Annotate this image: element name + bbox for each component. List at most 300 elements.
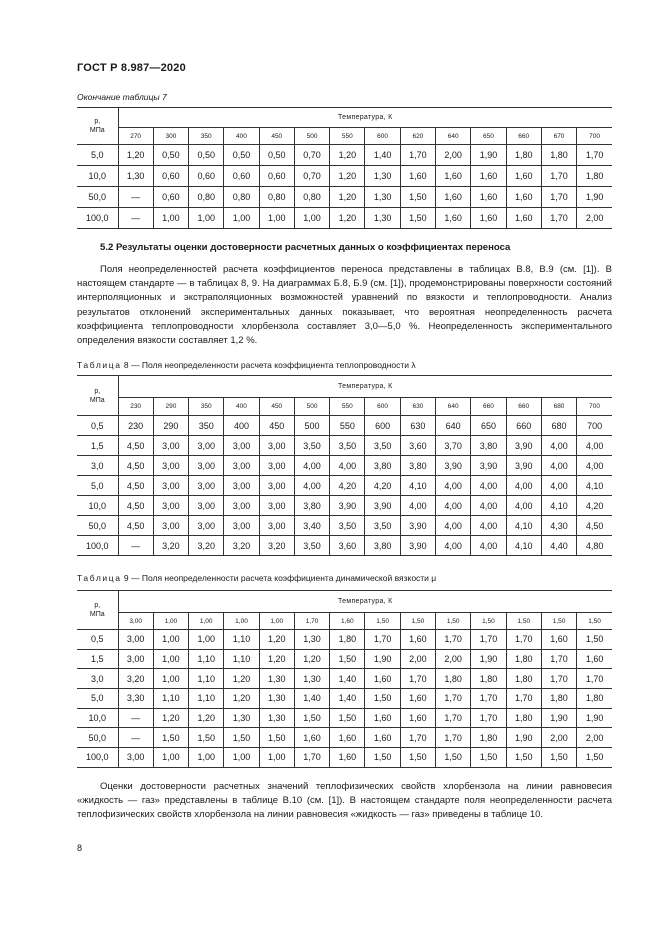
table-cell: 1,70 xyxy=(436,689,471,709)
table-cell: 1,80 xyxy=(471,669,506,689)
table-cell: 1,70 xyxy=(436,708,471,728)
table-cell: 2,00 xyxy=(436,145,471,166)
temperature-value: 450 xyxy=(259,398,294,416)
table-cell: 4,50 xyxy=(577,516,612,536)
table-cell: 1,60 xyxy=(506,187,541,208)
table-cell: 3,60 xyxy=(330,536,365,556)
table-cell: 0,80 xyxy=(224,187,259,208)
table-cell: 450 xyxy=(259,416,294,436)
table-cell: 1,20 xyxy=(294,649,329,669)
table-cell: 1,80 xyxy=(541,145,576,166)
table-cell: 2,00 xyxy=(436,649,471,669)
table-cell: 1,60 xyxy=(541,630,576,650)
table-cell: 4,00 xyxy=(541,476,576,496)
table-row xyxy=(77,496,612,516)
temperature-value: 700 xyxy=(577,128,612,145)
table-cell: 3,00 xyxy=(224,436,259,456)
table-cell: 3,00 xyxy=(259,436,294,456)
table-cell: 3,80 xyxy=(365,536,400,556)
table-cell: 1,30 xyxy=(259,708,294,728)
table-cell: 1,60 xyxy=(400,166,435,187)
table-cell: 1,60 xyxy=(400,689,435,709)
table-9 xyxy=(77,590,612,768)
pressure-value: 5,0 xyxy=(77,689,118,709)
table-cell: 1,50 xyxy=(471,748,506,768)
table-cell: 3,00 xyxy=(153,516,188,536)
table-row xyxy=(77,630,612,650)
temperature-value: 1,00 xyxy=(224,613,259,630)
table-cell: 1,60 xyxy=(471,208,506,229)
table-cell: 1,00 xyxy=(189,630,224,650)
table-cell: 3,90 xyxy=(330,496,365,516)
temperature-value: 550 xyxy=(330,398,365,416)
table-cell: 1,40 xyxy=(330,689,365,709)
table-cell: 3,90 xyxy=(506,436,541,456)
table-cell: 4,40 xyxy=(541,536,576,556)
table-row xyxy=(77,669,612,689)
table-cell: 0,60 xyxy=(153,187,188,208)
table-cell: 1,20 xyxy=(259,630,294,650)
pressure-unit: МПа xyxy=(89,611,105,618)
table-cell: 3,00 xyxy=(189,456,224,476)
table-cell: 1,50 xyxy=(365,748,400,768)
table-cell: 1,70 xyxy=(436,630,471,650)
table-cell: 4,30 xyxy=(541,516,576,536)
temperature-value: 1,50 xyxy=(471,613,506,630)
table-cell: 1,50 xyxy=(153,728,188,748)
table-cell: — xyxy=(118,536,153,556)
table-cell: 1,10 xyxy=(153,689,188,709)
temperature-value: 3,00 xyxy=(118,613,153,630)
table-cell: 4,00 xyxy=(330,456,365,476)
table-cell: 1,70 xyxy=(506,689,541,709)
final-paragraph: Оценки достоверности расчетных значений теплофизических свойств хлорбензола на линии равновесия «жидкость — газ» представлены в таблице В.10 (см. [1]). В настоящем стандарте поля неопределенности расчета теплофизических свойств хлорбензола на линии равновесия «жидкость — газ» приведены в таблице 10. xyxy=(77,781,612,821)
temperature-value: 1,00 xyxy=(189,613,224,630)
table-cell: 1,90 xyxy=(541,708,576,728)
table-cell: 630 xyxy=(400,416,435,436)
table-cell: 4,00 xyxy=(541,436,576,456)
table-cell: 1,60 xyxy=(400,630,435,650)
table-cell: 4,10 xyxy=(400,476,435,496)
table-cell: 4,50 xyxy=(118,456,153,476)
temperature-header: Температура, К xyxy=(118,591,612,613)
table-row xyxy=(77,708,612,728)
table-cell: 1,20 xyxy=(330,187,365,208)
pressure-symbol: p, xyxy=(94,602,101,609)
table-cell: 1,60 xyxy=(436,187,471,208)
table-cell: 1,30 xyxy=(294,669,329,689)
table-cell: 3,90 xyxy=(400,536,435,556)
table-cell: 3,00 xyxy=(224,456,259,476)
table-cell: 3,80 xyxy=(400,456,435,476)
table-cell: 4,00 xyxy=(471,496,506,516)
table-cell: 3,00 xyxy=(224,516,259,536)
temperature-value: 450 xyxy=(259,128,294,145)
temperature-value: 650 xyxy=(471,128,506,145)
table7-caption: Окончание таблицы 7 xyxy=(77,92,167,102)
table8-caption-word: Таблица xyxy=(77,360,122,370)
table-cell: 290 xyxy=(153,416,188,436)
table-cell: 350 xyxy=(189,416,224,436)
table-cell: 1,50 xyxy=(189,728,224,748)
table-cell: 1,50 xyxy=(577,630,612,650)
table-cell: 3,00 xyxy=(224,476,259,496)
table-cell: 3,90 xyxy=(506,456,541,476)
temperature-value: 1,50 xyxy=(577,613,612,630)
table-cell: 1,10 xyxy=(189,669,224,689)
table-cell: 4,10 xyxy=(577,476,612,496)
pressure-value: 3,0 xyxy=(77,669,118,689)
table-cell: 1,20 xyxy=(330,145,365,166)
table-cell: 700 xyxy=(577,416,612,436)
table-cell: 1,30 xyxy=(365,187,400,208)
table-cell: 3,00 xyxy=(189,476,224,496)
temperature-value: 1,00 xyxy=(259,613,294,630)
table-cell: 1,20 xyxy=(189,708,224,728)
pressure-header xyxy=(77,108,118,145)
table-cell: 1,70 xyxy=(541,649,576,669)
table-cell: 1,90 xyxy=(471,145,506,166)
table-cell: 1,90 xyxy=(577,187,612,208)
table-cell: 1,50 xyxy=(436,748,471,768)
table-cell: 1,70 xyxy=(577,669,612,689)
table-cell: 3,00 xyxy=(224,496,259,516)
table-cell: 400 xyxy=(224,416,259,436)
table-cell: 3,80 xyxy=(471,436,506,456)
temperature-value: 270 xyxy=(118,128,153,145)
table-cell: 0,50 xyxy=(189,145,224,166)
table-cell: 0,70 xyxy=(294,145,329,166)
pressure-value: 1,5 xyxy=(77,436,118,456)
temperature-value: 350 xyxy=(189,128,224,145)
pressure-value: 100,0 xyxy=(77,208,118,229)
table-cell: 4,10 xyxy=(506,536,541,556)
temperature-header: Температура, К xyxy=(118,376,612,398)
table-cell: 0,80 xyxy=(189,187,224,208)
temperature-value: 600 xyxy=(365,398,400,416)
table-cell: 1,50 xyxy=(294,708,329,728)
table-cell: 1,20 xyxy=(330,166,365,187)
table-cell: 1,80 xyxy=(506,145,541,166)
table-cell: 3,00 xyxy=(118,748,153,768)
table-cell: 4,00 xyxy=(471,516,506,536)
table8-caption-text: 8 — Поля неопределенности расчета коэффициента теплопроводности λ xyxy=(121,360,416,370)
table-cell: 3,50 xyxy=(294,436,329,456)
table-cell: 0,80 xyxy=(259,187,294,208)
table-cell: 4,00 xyxy=(436,516,471,536)
section-heading: 5.2 Результаты оценки достоверности расчетных данных о коэффициентах переноса xyxy=(100,242,511,253)
temperature-value: 1,70 xyxy=(294,613,329,630)
table-cell: 1,70 xyxy=(365,630,400,650)
table-cell: 3,00 xyxy=(118,630,153,650)
table-row xyxy=(77,166,612,187)
pressure-value: 50,0 xyxy=(77,187,118,208)
table-cell: 1,60 xyxy=(365,669,400,689)
table-cell: 2,00 xyxy=(400,649,435,669)
table-cell: 1,80 xyxy=(436,669,471,689)
table-cell: 1,10 xyxy=(224,630,259,650)
table-cell: 3,00 xyxy=(259,516,294,536)
table-cell: 1,60 xyxy=(577,649,612,669)
temperature-value: 660 xyxy=(506,398,541,416)
pressure-value: 50,0 xyxy=(77,728,118,748)
table-cell: 3,00 xyxy=(153,496,188,516)
temperature-value: 1,50 xyxy=(541,613,576,630)
temperature-value: 1,50 xyxy=(365,613,400,630)
table-cell: 3,50 xyxy=(330,516,365,536)
table-cell: 3,00 xyxy=(189,436,224,456)
table-cell: 1,70 xyxy=(294,748,329,768)
pressure-unit: МПа xyxy=(89,127,105,134)
temperature-value: 640 xyxy=(436,398,471,416)
table-cell: 4,00 xyxy=(294,476,329,496)
table-cell: 0,60 xyxy=(189,166,224,187)
table-cell: — xyxy=(118,708,153,728)
table-cell: 4,00 xyxy=(471,536,506,556)
table-cell: 1,00 xyxy=(189,748,224,768)
table-cell: 3,80 xyxy=(294,496,329,516)
table9-caption-text: 9 — Поля неопределенности расчета коэффициента динамической вязкости μ xyxy=(121,573,437,583)
table-cell: 1,60 xyxy=(436,166,471,187)
table-cell: 1,20 xyxy=(118,145,153,166)
temperature-value: 660 xyxy=(471,398,506,416)
table-cell: 1,90 xyxy=(365,649,400,669)
table-cell: 1,60 xyxy=(294,728,329,748)
temperature-value: 600 xyxy=(365,128,400,145)
table-cell: 3,60 xyxy=(400,436,435,456)
table-cell: 4,00 xyxy=(541,456,576,476)
table-cell: 3,20 xyxy=(259,536,294,556)
table-cell: 3,00 xyxy=(189,516,224,536)
table-cell: 3,00 xyxy=(259,496,294,516)
table-cell: 3,00 xyxy=(259,476,294,496)
temperature-value: 500 xyxy=(294,398,329,416)
section-paragraph: Поля неопределенностей расчета коэффициентов переноса представлены в таблицах В.8, В.9 (см. [1]). В настоящем стандарте — в таблицах 8, 9. На диаграммах Б.8, Б.9 (см. [1]), продемонстрированы поверхности состояний интерполяционных и экстраполяционных возможностей уравнений по вязкости и теплопроводности. Анализ результатов отклонений экспериментальных данных показывает, что вероятная неопределенность расчета коэффициента теплопроводности хлорбензола составляет 3,0—5,0 %. Неопределенность экспериментального определения вязкости составляет 1,2 %. xyxy=(77,264,612,347)
table-cell: 230 xyxy=(118,416,153,436)
table-cell: 4,00 xyxy=(436,476,471,496)
table-cell: — xyxy=(118,208,153,229)
table-cell: 650 xyxy=(471,416,506,436)
temperature-value: 640 xyxy=(436,128,471,145)
pressure-value: 1,5 xyxy=(77,649,118,669)
table-cell: 1,80 xyxy=(541,689,576,709)
pressure-symbol: p, xyxy=(94,387,101,395)
table-cell: 4,20 xyxy=(330,476,365,496)
table-row xyxy=(77,748,612,768)
table-cell: 1,30 xyxy=(259,689,294,709)
pressure-value: 10,0 xyxy=(77,166,118,187)
table-cell: 1,50 xyxy=(400,208,435,229)
table-cell: 1,90 xyxy=(506,728,541,748)
temperature-value: 1,60 xyxy=(330,613,365,630)
table-cell: 4,20 xyxy=(577,496,612,516)
table-cell: 1,20 xyxy=(153,708,188,728)
table-cell: 3,50 xyxy=(294,536,329,556)
table-cell: 1,50 xyxy=(506,748,541,768)
temperature-value: 630 xyxy=(400,398,435,416)
table-cell: 4,10 xyxy=(541,496,576,516)
table-cell: 1,70 xyxy=(541,669,576,689)
table-cell: 1,30 xyxy=(365,208,400,229)
table-cell: 4,50 xyxy=(118,476,153,496)
temperature-value: 290 xyxy=(153,398,188,416)
table-cell: 1,10 xyxy=(189,689,224,709)
table-cell: 1,50 xyxy=(541,748,576,768)
table-cell: 4,00 xyxy=(506,476,541,496)
table-cell: 1,00 xyxy=(189,208,224,229)
table-cell: 1,70 xyxy=(506,630,541,650)
table-cell: 2,00 xyxy=(577,208,612,229)
table-cell: 1,00 xyxy=(153,630,188,650)
table-cell: 1,80 xyxy=(471,728,506,748)
table-cell: 1,80 xyxy=(506,649,541,669)
table-cell: 1,90 xyxy=(471,649,506,669)
table-cell: 1,50 xyxy=(259,728,294,748)
table-cell: 0,70 xyxy=(294,166,329,187)
table-cell: 660 xyxy=(506,416,541,436)
table-cell: 1,00 xyxy=(153,748,188,768)
table-cell: 3,90 xyxy=(365,496,400,516)
pressure-value: 0,5 xyxy=(77,630,118,650)
table-row xyxy=(77,416,612,436)
table-cell: 1,60 xyxy=(471,166,506,187)
table-cell: 680 xyxy=(541,416,576,436)
table-row xyxy=(77,476,612,496)
table-cell: 3,20 xyxy=(118,669,153,689)
table-cell: 0,50 xyxy=(153,145,188,166)
table-cell: 1,00 xyxy=(224,748,259,768)
table-cell: 1,30 xyxy=(224,708,259,728)
table-row xyxy=(77,456,612,476)
table-cell: 1,00 xyxy=(153,208,188,229)
table-cell: 3,00 xyxy=(189,496,224,516)
temperature-value: 700 xyxy=(577,398,612,416)
table-cell: 1,50 xyxy=(400,748,435,768)
table-cell: 3,80 xyxy=(365,456,400,476)
table-cell: 1,10 xyxy=(224,649,259,669)
table-cell: 3,50 xyxy=(330,436,365,456)
table-cell: 600 xyxy=(365,416,400,436)
pressure-value: 100,0 xyxy=(77,536,118,556)
table-cell: 1,50 xyxy=(577,748,612,768)
table-cell: 1,70 xyxy=(471,708,506,728)
table-row xyxy=(77,436,612,456)
table-cell: 1,60 xyxy=(330,728,365,748)
table-cell: 4,00 xyxy=(506,496,541,516)
table-cell: 4,00 xyxy=(400,496,435,516)
table-cell: 1,60 xyxy=(330,748,365,768)
table-cell: 0,60 xyxy=(153,166,188,187)
temperature-value: 1,50 xyxy=(506,613,541,630)
table-cell: 1,80 xyxy=(330,630,365,650)
table-cell: 1,10 xyxy=(189,649,224,669)
table-cell: 1,50 xyxy=(224,728,259,748)
table-cell: 1,60 xyxy=(506,208,541,229)
table-cell: 3,30 xyxy=(118,689,153,709)
table-cell: 3,50 xyxy=(365,516,400,536)
table-cell: 3,00 xyxy=(118,649,153,669)
pressure-value: 5,0 xyxy=(77,145,118,166)
table-cell: 1,60 xyxy=(365,708,400,728)
table-row xyxy=(77,728,612,748)
table-cell: 3,90 xyxy=(400,516,435,536)
temperature-value: 1,50 xyxy=(436,613,471,630)
table-cell: 1,20 xyxy=(224,669,259,689)
table-cell: 1,60 xyxy=(471,187,506,208)
table-cell: 1,60 xyxy=(365,728,400,748)
table-row xyxy=(77,208,612,229)
table-cell: 1,80 xyxy=(577,689,612,709)
table-row xyxy=(77,536,612,556)
pressure-header xyxy=(77,591,118,630)
temperature-value: 500 xyxy=(294,128,329,145)
pressure-value: 3,0 xyxy=(77,456,118,476)
table-cell: 1,20 xyxy=(259,649,294,669)
table-cell: — xyxy=(118,728,153,748)
table-cell: 4,80 xyxy=(577,536,612,556)
table-cell: 1,50 xyxy=(400,187,435,208)
temperature-value: 350 xyxy=(189,398,224,416)
table-cell: 2,00 xyxy=(541,728,576,748)
table-cell: 3,50 xyxy=(365,436,400,456)
table-cell: 0,60 xyxy=(224,166,259,187)
temperature-value: 400 xyxy=(224,398,259,416)
table-cell: 1,40 xyxy=(330,669,365,689)
table-cell: 1,80 xyxy=(577,166,612,187)
table-cell: 1,70 xyxy=(400,669,435,689)
table-cell: 3,20 xyxy=(153,536,188,556)
temperature-value: 300 xyxy=(153,128,188,145)
table9-caption-word: Таблица xyxy=(77,573,122,583)
table-cell: 3,70 xyxy=(436,436,471,456)
table-cell: 1,60 xyxy=(436,208,471,229)
pressure-unit: МПа xyxy=(89,396,105,404)
table-cell: 1,40 xyxy=(294,689,329,709)
temperature-value: 680 xyxy=(541,398,576,416)
pressure-value: 10,0 xyxy=(77,496,118,516)
table-cell: 1,50 xyxy=(365,689,400,709)
table-cell: 1,80 xyxy=(506,708,541,728)
table-cell: — xyxy=(118,187,153,208)
table-row xyxy=(77,689,612,709)
table-cell: 1,60 xyxy=(506,166,541,187)
temperature-value: 1,50 xyxy=(400,613,435,630)
pressure-value: 5,0 xyxy=(77,476,118,496)
table-row xyxy=(77,187,612,208)
pressure-value: 100,0 xyxy=(77,748,118,768)
table-cell: 3,40 xyxy=(294,516,329,536)
pressure-header xyxy=(77,376,118,416)
table-cell: 1,00 xyxy=(259,748,294,768)
table-cell: 1,50 xyxy=(330,708,365,728)
table-cell: 1,70 xyxy=(541,208,576,229)
table8-caption xyxy=(77,360,416,370)
table-cell: 4,50 xyxy=(118,496,153,516)
temperature-header: Температура, К xyxy=(118,108,612,128)
temperature-value: 230 xyxy=(118,398,153,416)
table-cell: 1,70 xyxy=(471,630,506,650)
table-cell: 1,20 xyxy=(330,208,365,229)
temperature-value: 670 xyxy=(541,128,576,145)
table-cell: 1,50 xyxy=(330,649,365,669)
table-cell: 4,00 xyxy=(436,536,471,556)
table-cell: 3,00 xyxy=(259,456,294,476)
table-cell: 4,20 xyxy=(365,476,400,496)
table-cell: 4,00 xyxy=(436,496,471,516)
table-cell: 0,50 xyxy=(259,145,294,166)
document-header: ГОСТ Р 8.987—2020 xyxy=(77,62,186,74)
temperature-value: 660 xyxy=(506,128,541,145)
